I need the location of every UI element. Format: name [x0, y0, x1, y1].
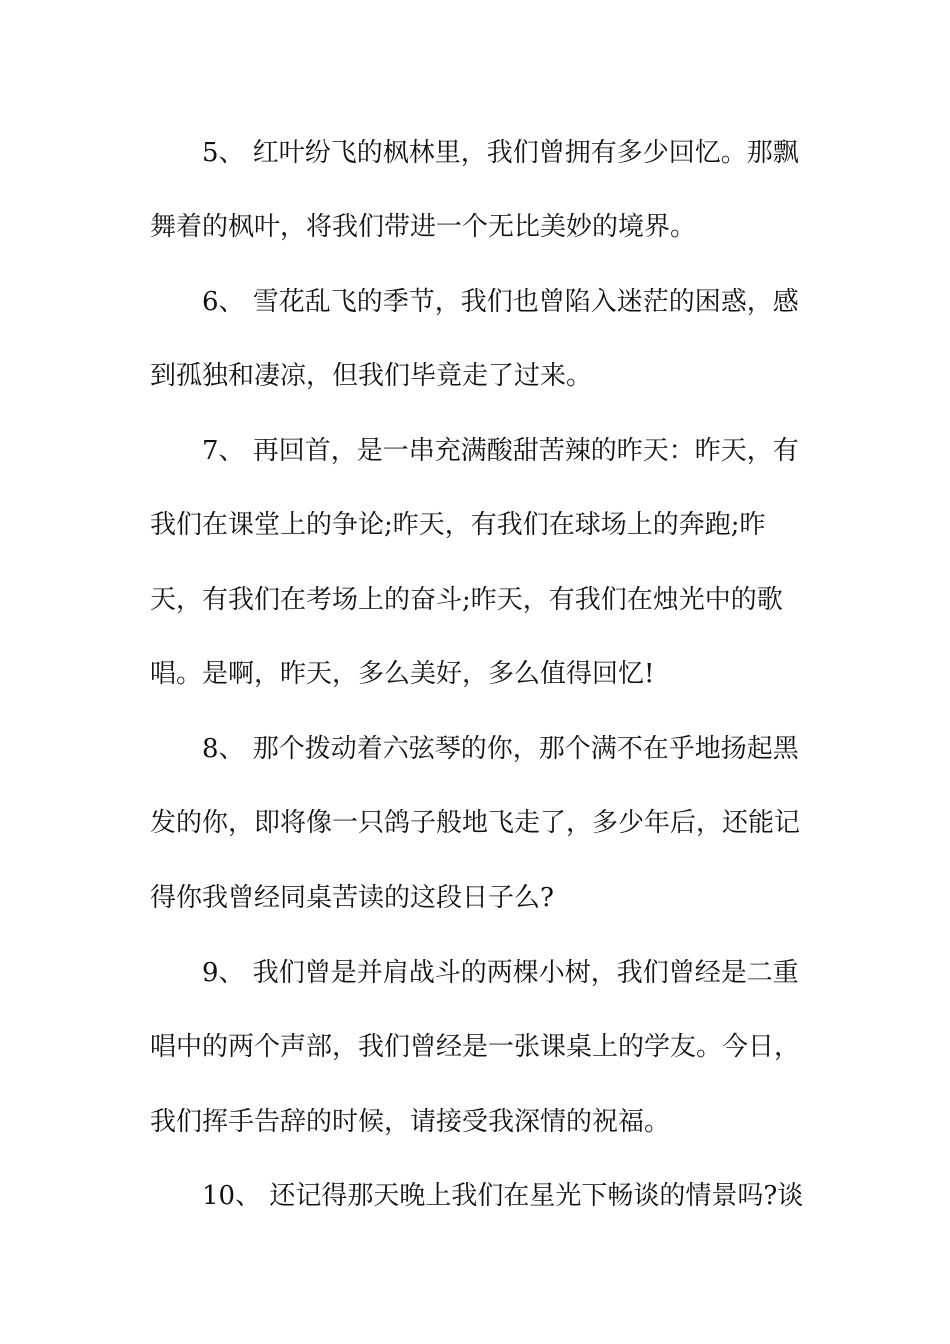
paragraph-6-line-2: 到孤独和凄凉，但我们毕竟走了过来。	[150, 361, 593, 391]
paragraph-5-line-1: 5、 红叶纷飞的枫林里，我们曾拥有多少回忆。那飘	[202, 138, 799, 168]
paragraph-9-line-2: 唱中的两个声部，我们曾经是一张课桌上的学友。今日，	[150, 1032, 801, 1062]
paragraph-9-line-1: 9、 我们曾是并肩战斗的两棵小树，我们曾经是二重	[202, 958, 799, 988]
paragraph-7-line-4: 唱。是啊，昨天，多么美好，多么值得回忆!	[150, 659, 655, 689]
paragraph-10-line-1: 10、 还记得那天晚上我们在星光下畅谈的情景吗?谈	[202, 1181, 804, 1211]
paragraph-5-line-2: 舞着的枫叶，将我们带进一个无比美妙的境界。	[150, 212, 697, 242]
paragraph-7-line-1: 7、 再回首，是一串充满酸甜苦辣的昨天：昨天，有	[202, 436, 799, 466]
paragraph-6-line-1: 6、 雪花乱飞的季节，我们也曾陷入迷茫的困惑，感	[202, 287, 799, 317]
paragraph-8-line-1: 8、 那个拨动着六弦琴的你，那个满不在乎地扬起黑	[202, 734, 799, 764]
paragraph-7-line-2: 我们在课堂上的争论;昨天，有我们在球场上的奔跑;昨	[150, 510, 766, 540]
paragraph-8-line-2: 发的你，即将像一只鸽子般地飞走了，多少年后，还能记	[150, 808, 801, 838]
paragraph-7-line-3: 天，有我们在考场上的奋斗;昨天，有我们在烛光中的歌	[150, 585, 783, 615]
paragraph-8-line-3: 得你我曾经同桌苦读的这段日子么?	[150, 883, 554, 913]
paragraph-9-line-3: 我们挥手告辞的时候，请接受我深情的祝福。	[150, 1107, 671, 1137]
